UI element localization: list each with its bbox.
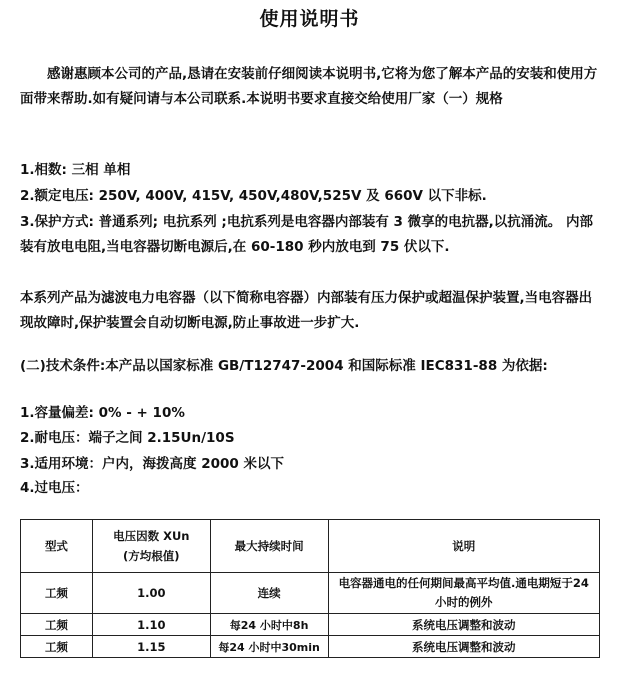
cell-type: 工频 <box>21 636 93 658</box>
intro-paragraph <box>20 62 605 112</box>
cell-duration: 连续 <box>210 573 328 614</box>
cell-factor: 1.15 <box>92 636 210 658</box>
header-note: 说明 <box>328 520 599 573</box>
cell-type: 工频 <box>21 614 93 636</box>
cell-note: 电容器通电的任何期间最高平均值.通电期短于24 小时的例外 <box>328 573 599 614</box>
series-paragraph: 本系列产品为滤波电力电容器（以下简称电容器）内部装有压力保护或超温保护装置,当电容器出现故障时,保护装置会自动切断电源,防止事故进一步扩大. <box>20 290 593 331</box>
cell-duration: 每24 小时中30min <box>210 636 328 658</box>
intro-text: 感谢惠顾本公司的产品,恳请在安装前仔细阅读本说明书,它将为您了解本产品的安装和使用方面带来帮助.如有疑问请与本公司联系.本说明书要求直接交给使用厂家（一）规格 <box>20 66 598 107</box>
spec-protection: 3.保护方式: 普通系列; 电抗系列 ;电抗系列是电容器内部装有 3 微享的电抗器,以抗涌流。 内部装有放电电阻,当电容器切断电源后,在 60-180 秒内放电到 75 伏以下. <box>20 214 593 255</box>
cell-note: 系统电压调整和波动 <box>328 614 599 636</box>
header-type: 型式 <box>21 520 93 573</box>
cell-type: 工频 <box>21 573 93 614</box>
tech-item-4: 4.过电压： <box>20 480 89 496</box>
cell-duration: 每24 小时中8h <box>210 614 328 636</box>
cell-factor: 1.10 <box>92 614 210 636</box>
header-factor-line1: 电压因数 XUn <box>113 529 190 543</box>
tech-item-2: 2.耐电压：端子之间 2.15Un/10S <box>20 430 235 446</box>
spec-voltage: 2.额定电压: 250V, 400V, 415V, 450V,480V,525V 及 660V 以下非标. <box>20 188 487 204</box>
table-row <box>21 573 600 614</box>
table-header-row <box>21 520 600 573</box>
header-duration: 最大持续时间 <box>210 520 328 573</box>
table-row <box>21 614 600 636</box>
tech-heading: (二)技术条件:本产品以国家标准 GB/T12747-2004 和国际标准 IEC831-88 为依据: <box>20 358 548 374</box>
header-factor-line2: (方均根值) <box>123 549 180 563</box>
tech-item-3: 3.适用环境：户内，海拨高度 2000 米以下 <box>20 456 284 472</box>
spec-phase: 1.相数: 三相 单相 <box>20 162 131 178</box>
table-row <box>21 636 600 658</box>
tech-item-1: 1.容量偏差: 0% - + 10% <box>20 405 185 421</box>
header-factor <box>92 520 210 573</box>
cell-note: 系统电压调整和波动 <box>328 636 599 658</box>
document-title: 使用说明书 <box>259 8 360 30</box>
cell-factor: 1.00 <box>92 573 210 614</box>
overvoltage-table <box>20 519 600 658</box>
